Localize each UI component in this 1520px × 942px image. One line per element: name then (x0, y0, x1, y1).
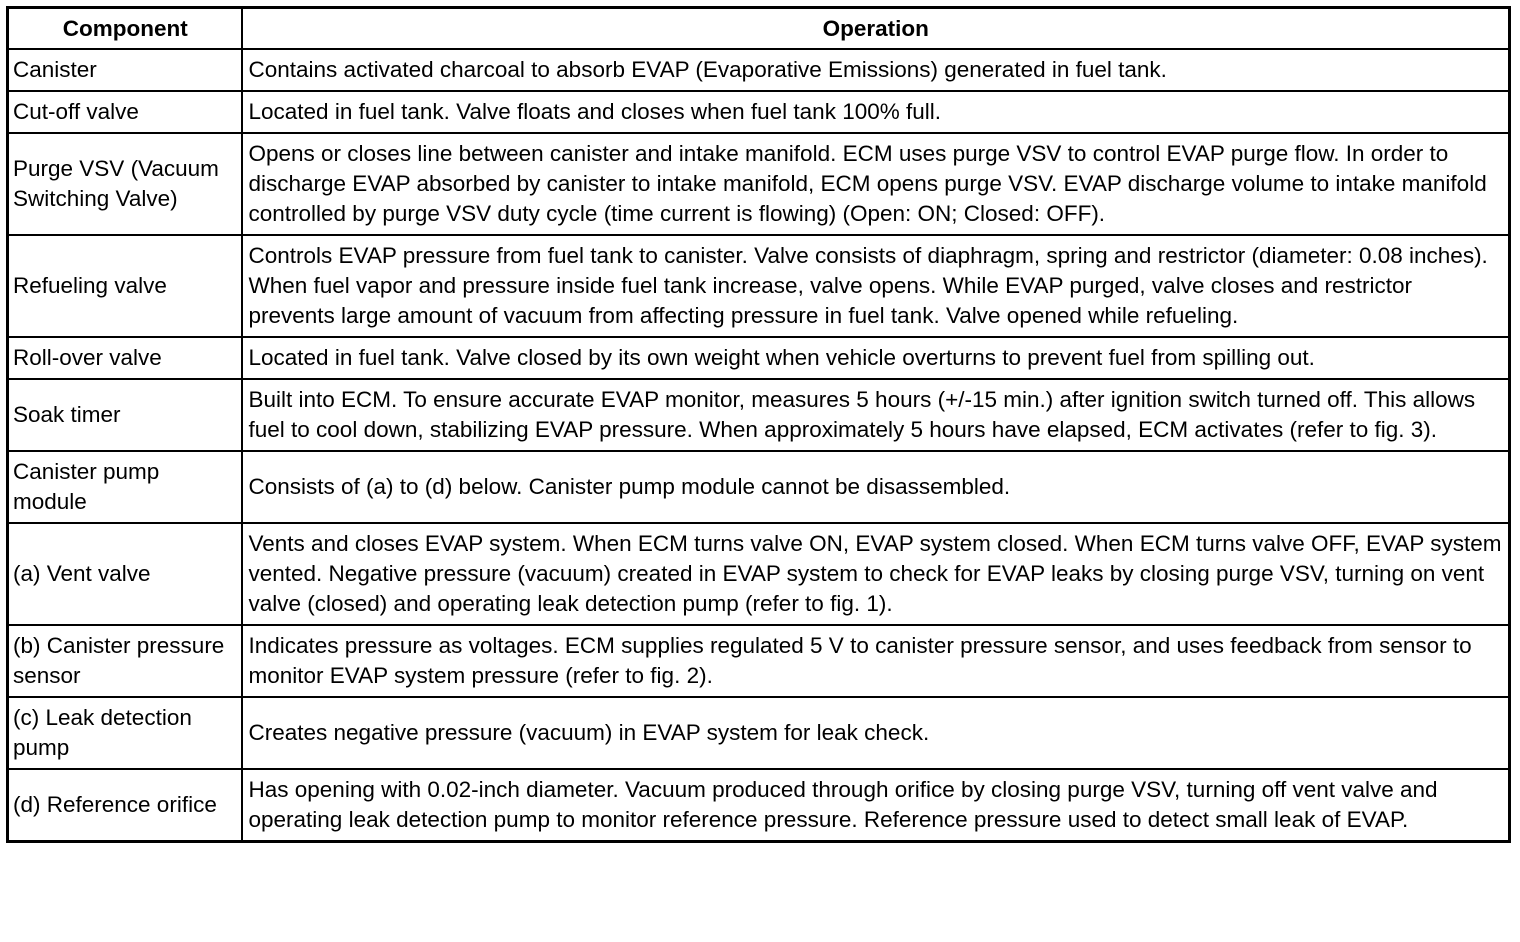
component-cell: (b) Canister pressure sensor (8, 625, 242, 697)
operation-cell: Located in fuel tank. Valve floats and closes when fuel tank 100% full. (242, 91, 1510, 133)
table-row (8, 625, 1510, 697)
operation-cell: Indicates pressure as voltages. ECM supplies regulated 5 V to canister pressure sensor, and uses feedback from sensor to monitor EVAP system pressure (refer to fig. 2). (242, 625, 1510, 697)
operation-cell: Controls EVAP pressure from fuel tank to canister. Valve consists of diaphragm, spring and restrictor (diameter: 0.08 inches). When fuel vapor and pressure inside fuel tank increase, valve opens. While EVAP purged, valve closes and restrictor prevents large amount of vacuum from affecting pressure in fuel tank. Valve opened while refueling. (242, 235, 1510, 337)
component-cell: Cut-off valve (8, 91, 242, 133)
component-cell: Canister (8, 49, 242, 91)
table-row (8, 769, 1510, 842)
operation-cell: Has opening with 0.02-inch diameter. Vacuum produced through orifice by closing purge VSV, turning off vent valve and operating leak detection pump to monitor reference pressure. Reference pressure used to detect small leak of EVAP. (242, 769, 1510, 842)
table-row (8, 91, 1510, 133)
table-row (8, 697, 1510, 769)
column-header-operation: Operation (242, 8, 1510, 50)
operation-cell: Built into ECM. To ensure accurate EVAP monitor, measures 5 hours (+/-15 min.) after ignition switch turned off. This allows fuel to cool down, stabilizing EVAP pressure. When approximately 5 hours have elapsed, ECM activates (refer to fig. 3). (242, 379, 1510, 451)
component-cell: (d) Reference orifice (8, 769, 242, 842)
component-cell: Purge VSV (Vacuum Switching Valve) (8, 133, 242, 235)
table-row (8, 523, 1510, 625)
operation-cell: Vents and closes EVAP system. When ECM turns valve ON, EVAP system closed. When ECM turns valve OFF, EVAP system vented. Negative pressure (vacuum) created in EVAP system to check for EVAP leaks by closing purge VSV, turning on vent valve (closed) and operating leak detection pump (refer to fig. 1). (242, 523, 1510, 625)
component-operation-table (6, 6, 1511, 843)
table-row (8, 235, 1510, 337)
component-cell: Refueling valve (8, 235, 242, 337)
table-row (8, 451, 1510, 523)
operation-cell: Consists of (a) to (d) below. Canister pump module cannot be disassembled. (242, 451, 1510, 523)
operation-cell: Located in fuel tank. Valve closed by its own weight when vehicle overturns to prevent fuel from spilling out. (242, 337, 1510, 379)
operation-cell: Creates negative pressure (vacuum) in EVAP system for leak check. (242, 697, 1510, 769)
table-row (8, 49, 1510, 91)
component-cell: (c) Leak detection pump (8, 697, 242, 769)
table-row (8, 379, 1510, 451)
column-header-component: Component (8, 8, 242, 50)
operation-cell: Opens or closes line between canister and intake manifold. ECM uses purge VSV to control EVAP purge flow. In order to discharge EVAP absorbed by canister to intake manifold, ECM opens purge VSV. EVAP discharge volume to intake manifold controlled by purge VSV duty cycle (time current is flowing) (Open: ON; Closed: OFF). (242, 133, 1510, 235)
table-row (8, 337, 1510, 379)
table-row (8, 133, 1510, 235)
component-cell: Canister pump module (8, 451, 242, 523)
component-cell: (a) Vent valve (8, 523, 242, 625)
component-cell: Roll-over valve (8, 337, 242, 379)
component-cell: Soak timer (8, 379, 242, 451)
operation-cell: Contains activated charcoal to absorb EVAP (Evaporative Emissions) generated in fuel tank. (242, 49, 1510, 91)
table-header-row (8, 8, 1510, 50)
